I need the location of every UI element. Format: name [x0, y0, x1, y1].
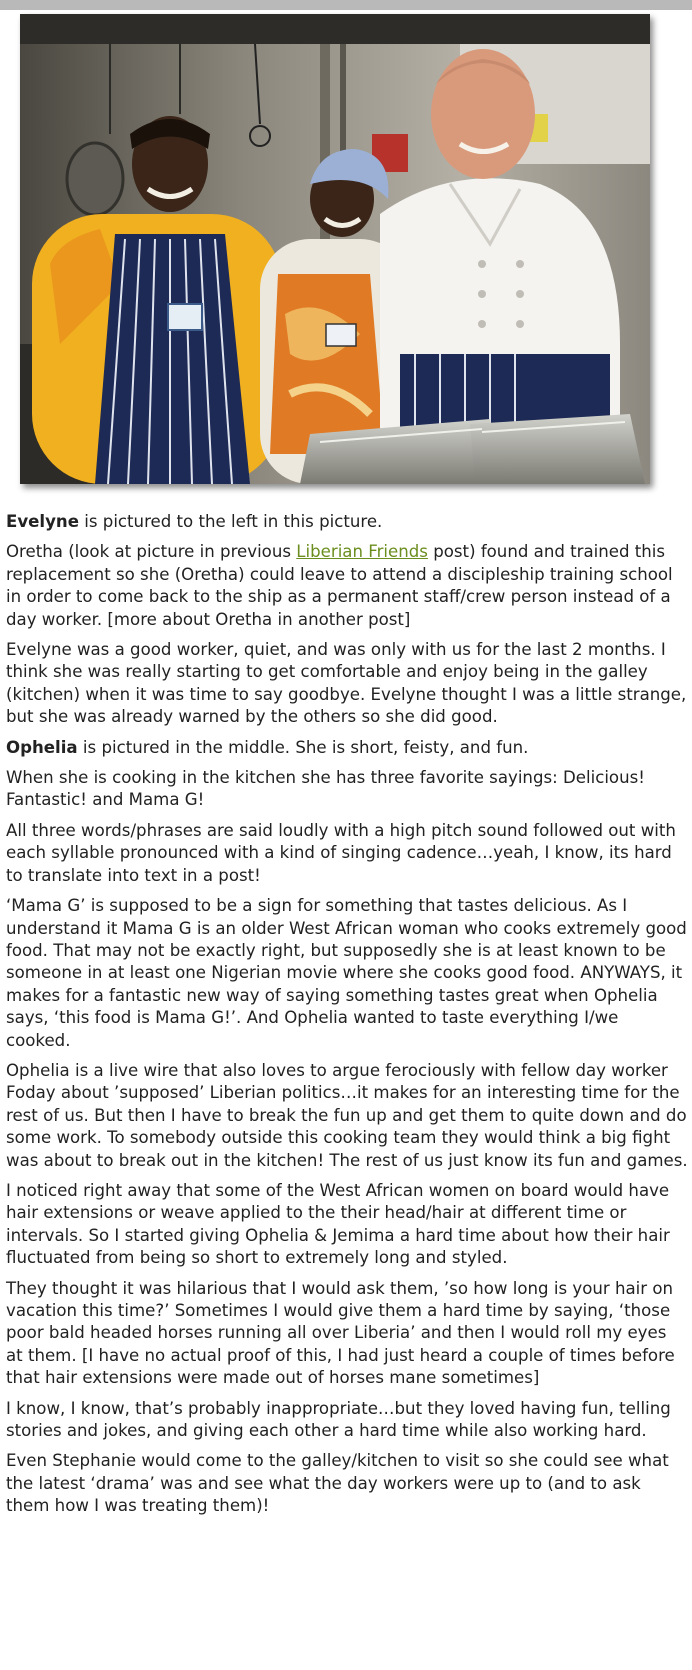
paragraph-live-wire: Ophelia is a live wire that also loves to argue ferociously with fellow day worker Foday about ’supposed’ Liberian politics…it makes for an interesting time for the rest of us. But then I have to break the fun up and get them to quite down and do some work. To somebody outside this cooking team they would think a big fight was about to break out in the kitchen! The rest of us just know its fun and games. [6, 1060, 688, 1170]
paragraph-hair-extensions: I noticed right away that some of the West African women on board would have hair extensions or weave applied to the their head/hair at different time or intervals. So I started giving Ophelia & Jemima a hard time about how their hair fluctuated from being so short to extremely long and styled. [6, 1180, 670, 1268]
paragraph-evelyne-intro [6, 511, 688, 533]
liberian-friends-link[interactable]: Liberian Friends [296, 542, 428, 562]
paragraph-evelyne-worker: Evelyne was a good worker, quiet, and was only with us for the last 2 months. I think she was really starting to get comfortable and enjoy being in the galley (kitchen) when it was time to say goodbye. Evelyne thought I was a little strange, but she was already warned by the others so she did good. [6, 640, 687, 727]
paragraph-mama-g: ‘Mama G’ is supposed to be a sign for something that tastes delicious. As I understand it Mama G is an older West African woman who cooks extremely good food. That may not be exactly right, but supposedly she is at least known to be someone in at least one Nigerian movie where she cooks good food. ANYWAYS, it makes for a fantastic new way of saying something tastes great when Ophelia says, ‘this food is Mama G!’. And Ophelia wanted to taste everything I/we cooked. [6, 896, 687, 1050]
paragraph-text: Oretha (look at picture in previous [6, 542, 297, 562]
kitchen-photo-illustration [20, 14, 650, 484]
paragraph-text: is pictured in the middle. She is short, feisty, and fun. [77, 737, 529, 757]
name-evelyne: Evelyne [6, 512, 79, 531]
top-border-bar [0, 0, 692, 10]
paragraph-text: is pictured to the left in this picture. [78, 512, 383, 531]
kitchen-photo [20, 14, 650, 484]
paragraph-text: post) found and trained this replacement so she (Oretha) could leave to attend a discipleship training school in order to come back to the ship as a permanent staff/crew person instead of a day worker. [more about Oretha in another post] [6, 542, 673, 629]
paragraph-phrases: All three words/phrases are said loudly with a high pitch sound followed out with each syllable pronounced with a kind of singing cadence…yeah, I know, its hard to translate into text in a post! [6, 820, 676, 885]
paragraph-inappropriate: I know, I know, that’s probably inappropriate…but they loved having fun, telling stories and jokes, and giving each other a hard time while also working hard. [6, 1398, 671, 1441]
paragraph-oretha [6, 541, 688, 631]
paragraph-sayings: When she is cooking in the kitchen she has three favorite sayings: Delicious! Fantastic! and Mama G! [6, 768, 645, 810]
name-ophelia: Ophelia [6, 737, 78, 757]
article-body [6, 511, 688, 1526]
paragraph-stephanie: Even Stephanie would come to the galley/kitchen to visit so she could see what the latest ‘drama’ was and see what the day workers were up to (and to ask them how I was treating them)! [6, 1451, 669, 1516]
paragraph-ophelia-intro [6, 737, 688, 759]
paragraph-hilarious: They thought it was hilarious that I would ask them, ’so how long is your hair on vacation this time?’ Sometimes I would give them a hard time by saying, ‘those poor bald headed horses running all over Liberia’ and then I would roll my eyes at them. [I have no actual proof of this, I had just heard a couple of times before that hair extensions were made out of horses mane sometimes] [6, 1278, 675, 1388]
